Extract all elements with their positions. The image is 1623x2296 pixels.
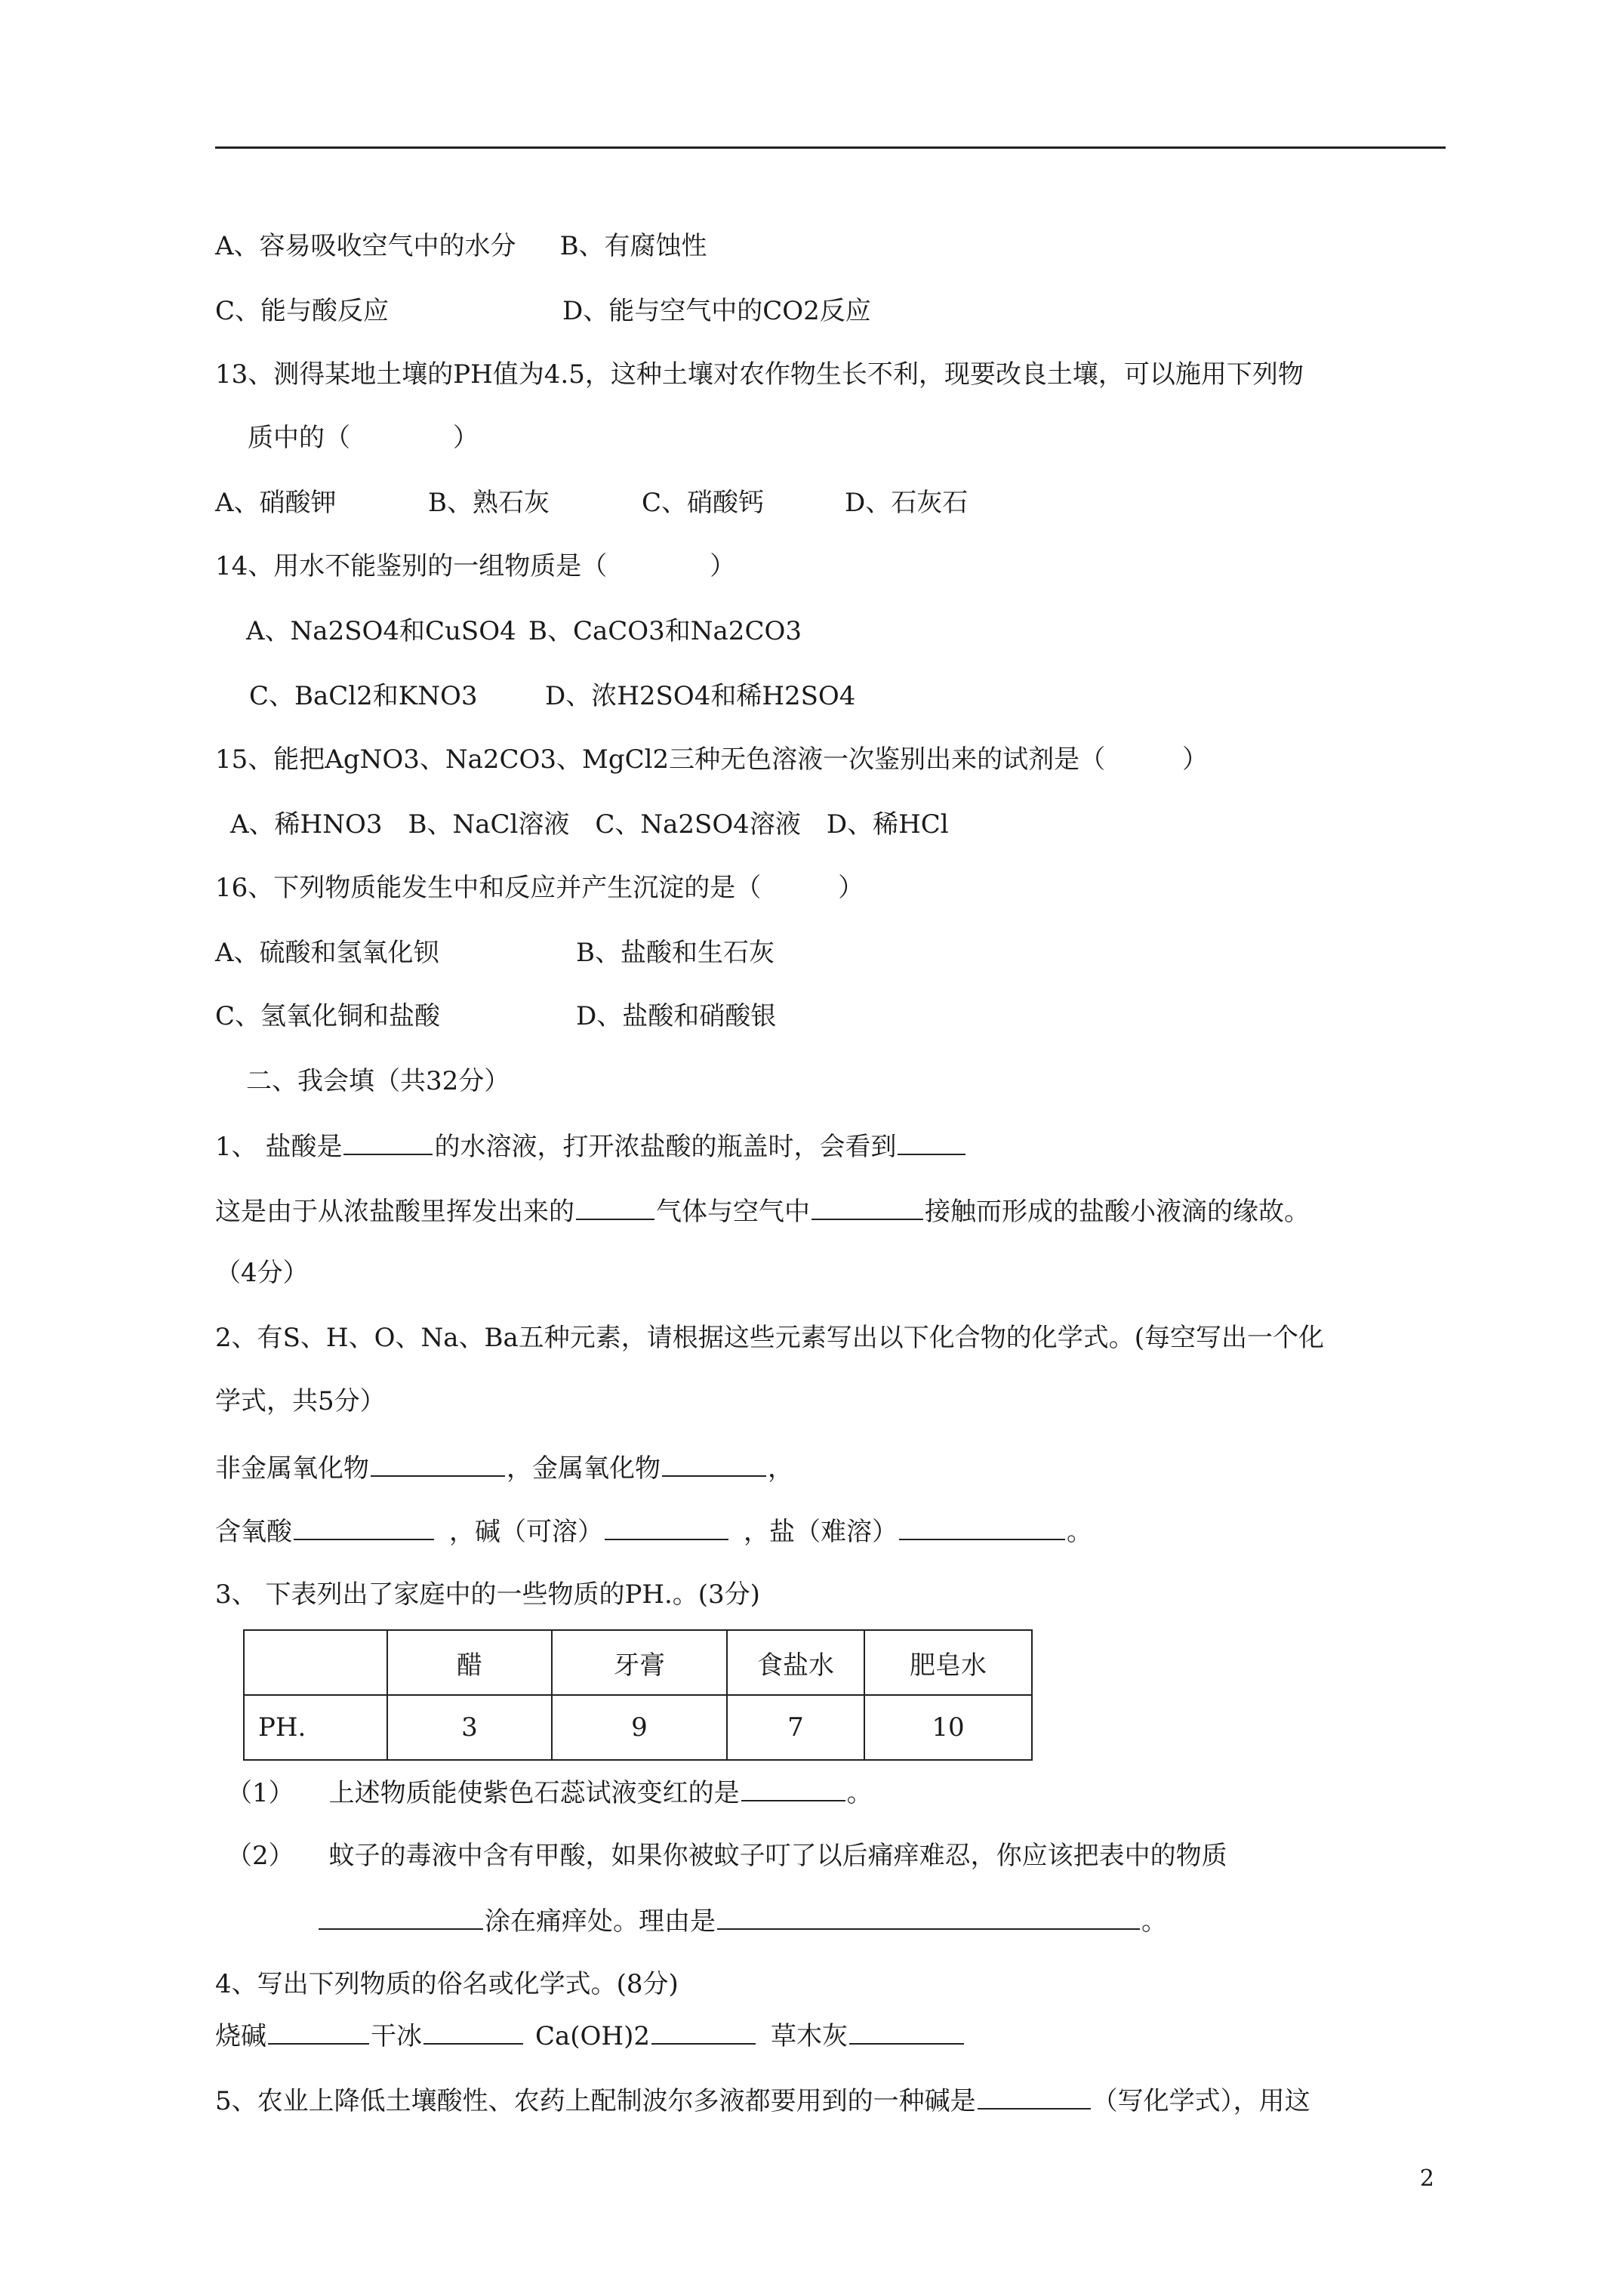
fill-1-line2: 这是由于从浓盐酸里挥发出来的 气体与空气中 接触而形成的盐酸小液滴的缘故。 [215,1193,1310,1228]
fill-5-stem: 5、农业上降低土壤酸性、农药上配制波尔多液都要用到的一种碱是 （写化学式），用这 [215,2082,1310,2118]
table-cell: 肥皂水 [864,1630,1032,1695]
q13-option-b: B、熟石灰 [428,488,550,518]
blank-field[interactable] [662,1450,766,1477]
q16-option-b: B、盐酸和生石灰 [576,938,775,968]
blank-field[interactable] [717,1903,1140,1930]
blank-field[interactable] [576,1193,654,1220]
table-cell [244,1630,387,1695]
q15-options: A、稀HNO3 B、NaCl溶液 C、Na2SO4溶液 D、稀HCl [230,809,949,840]
q14-options-row1 [246,615,802,648]
q12-option-c: C、能与酸反应 [215,296,390,326]
fill-3-sub2: （2） 蚊子的毒液中含有甲酸，如果你被蚊子叮了以后痛痒难忍，你应该把表中的物质 [226,1841,1227,1871]
fill-4-stem: 4、写出下列物质的俗名或化学式。(8分) [215,1969,679,1999]
blank-field[interactable] [978,2082,1091,2110]
fill-3-stem: 3、 下表列出了家庭中的一些物质的PH.。(3分) [215,1579,760,1610]
q13-stem-cont: 质中的（ ） [248,423,479,453]
table-cell: 醋 [387,1630,552,1695]
q13-stem: 13、测得某地土壤的PH值为4.5，这种土壤对农作物生长不利，现要改良土壤，可以施用下列物 [215,359,1304,390]
table-cell: 3 [387,1695,552,1760]
q12-option-d: D、能与空气中的CO2反应 [562,296,871,326]
fill-2-line1: 非金属氧化物 ，金属氧化物 ， [215,1450,793,1485]
fill-1-line1: 1、 盐酸是 的水溶液，打开浓盐酸的瓶盖时，会看到 [215,1128,967,1163]
fill-2-stem-cont: 学式，共5分） [215,1386,386,1416]
q14-options-row2 [249,680,856,713]
blank-field[interactable] [651,2017,756,2045]
table-row [244,1695,1032,1760]
blank-field[interactable] [741,1774,845,1801]
q16-options-row1 [215,936,775,969]
fill-2-stem: 2、有S、H、O、Na、Ba五种元素，请根据这些元素写出以下化合物的化学式。(每空写出一个化 [215,1323,1324,1353]
q13-option-c: C、硝酸钙 [642,488,765,518]
table-cell: 7 [727,1695,864,1760]
blank-field[interactable] [899,1513,1065,1540]
ph-table [243,1629,1033,1761]
table-cell: 牙膏 [552,1630,727,1695]
q12-option-a: A、容易吸收空气中的水分 [215,231,516,261]
blank-field[interactable] [849,2017,964,2045]
blank-field[interactable] [319,1903,483,1930]
table-cell: PH. [244,1695,387,1760]
fill-1-points: （4分） [215,1258,309,1288]
q13-option-a: A、硝酸钾 [215,488,337,518]
q16-stem: 16、下列物质能发生中和反应并产生沉淀的是（ ） [215,873,864,903]
blank-field[interactable] [423,2017,523,2045]
q13-option-d: D、石灰石 [845,488,969,518]
fill-3-sub1: （1） 上述物质能使紫色石蕊试液变红的是 。 [226,1774,873,1810]
q16-options-row2 [215,1000,777,1033]
table-cell: 10 [864,1695,1032,1760]
section-2-heading: 二、我会填（共32分） [246,1066,510,1096]
q16-option-d: D、盐酸和硝酸银 [576,1001,777,1031]
blank-field[interactable] [268,2017,369,2045]
q14-option-c: C、BaCl2和KNO3 [249,681,478,711]
q14-option-d: D、浓H2SO4和稀H2SO4 [545,681,856,711]
table-cell: 9 [552,1695,727,1760]
q14-option-a: A、Na2SO4和CuSO4 [246,616,516,646]
blank-field[interactable] [343,1128,433,1155]
q14-option-b: B、CaCO3和Na2CO3 [528,616,802,646]
fill-3-sub2-cont: 涂在痛痒处。理由是 。 [317,1903,1167,1938]
blank-field[interactable] [605,1513,728,1540]
table-cell: 食盐水 [727,1630,864,1695]
page-number: 2 [1419,2165,1434,2192]
header-rule [215,146,1446,149]
q16-option-c: C、氢氧化铜和盐酸 [215,1001,441,1031]
table-row [244,1630,1032,1695]
blank-field[interactable] [812,1193,923,1220]
q12-options-row2 [215,294,871,328]
blank-field[interactable] [294,1513,434,1540]
q15-stem: 15、能把AgNO3、Na2CO3、MgCl2三种无色溶液一次鉴别出来的试剂是（ ） [215,744,1209,775]
q16-option-a: A、硫酸和氢氧化钡 [215,938,439,968]
q12-options-row1 [215,230,707,263]
q13-options [215,486,969,519]
q14-stem: 14、用水不能鉴别的一组物质是（ ） [215,551,736,581]
fill-2-line2: 含氧酸 ，碱（可溶） ，盐（难溶） 。 [215,1513,1092,1549]
blank-field[interactable] [371,1450,505,1477]
fill-4-line: 烧碱 干冰 Ca(OH)2 草木灰 [215,2017,965,2053]
q12-option-b: B、有腐蚀性 [559,231,707,261]
blank-field[interactable] [898,1128,965,1155]
